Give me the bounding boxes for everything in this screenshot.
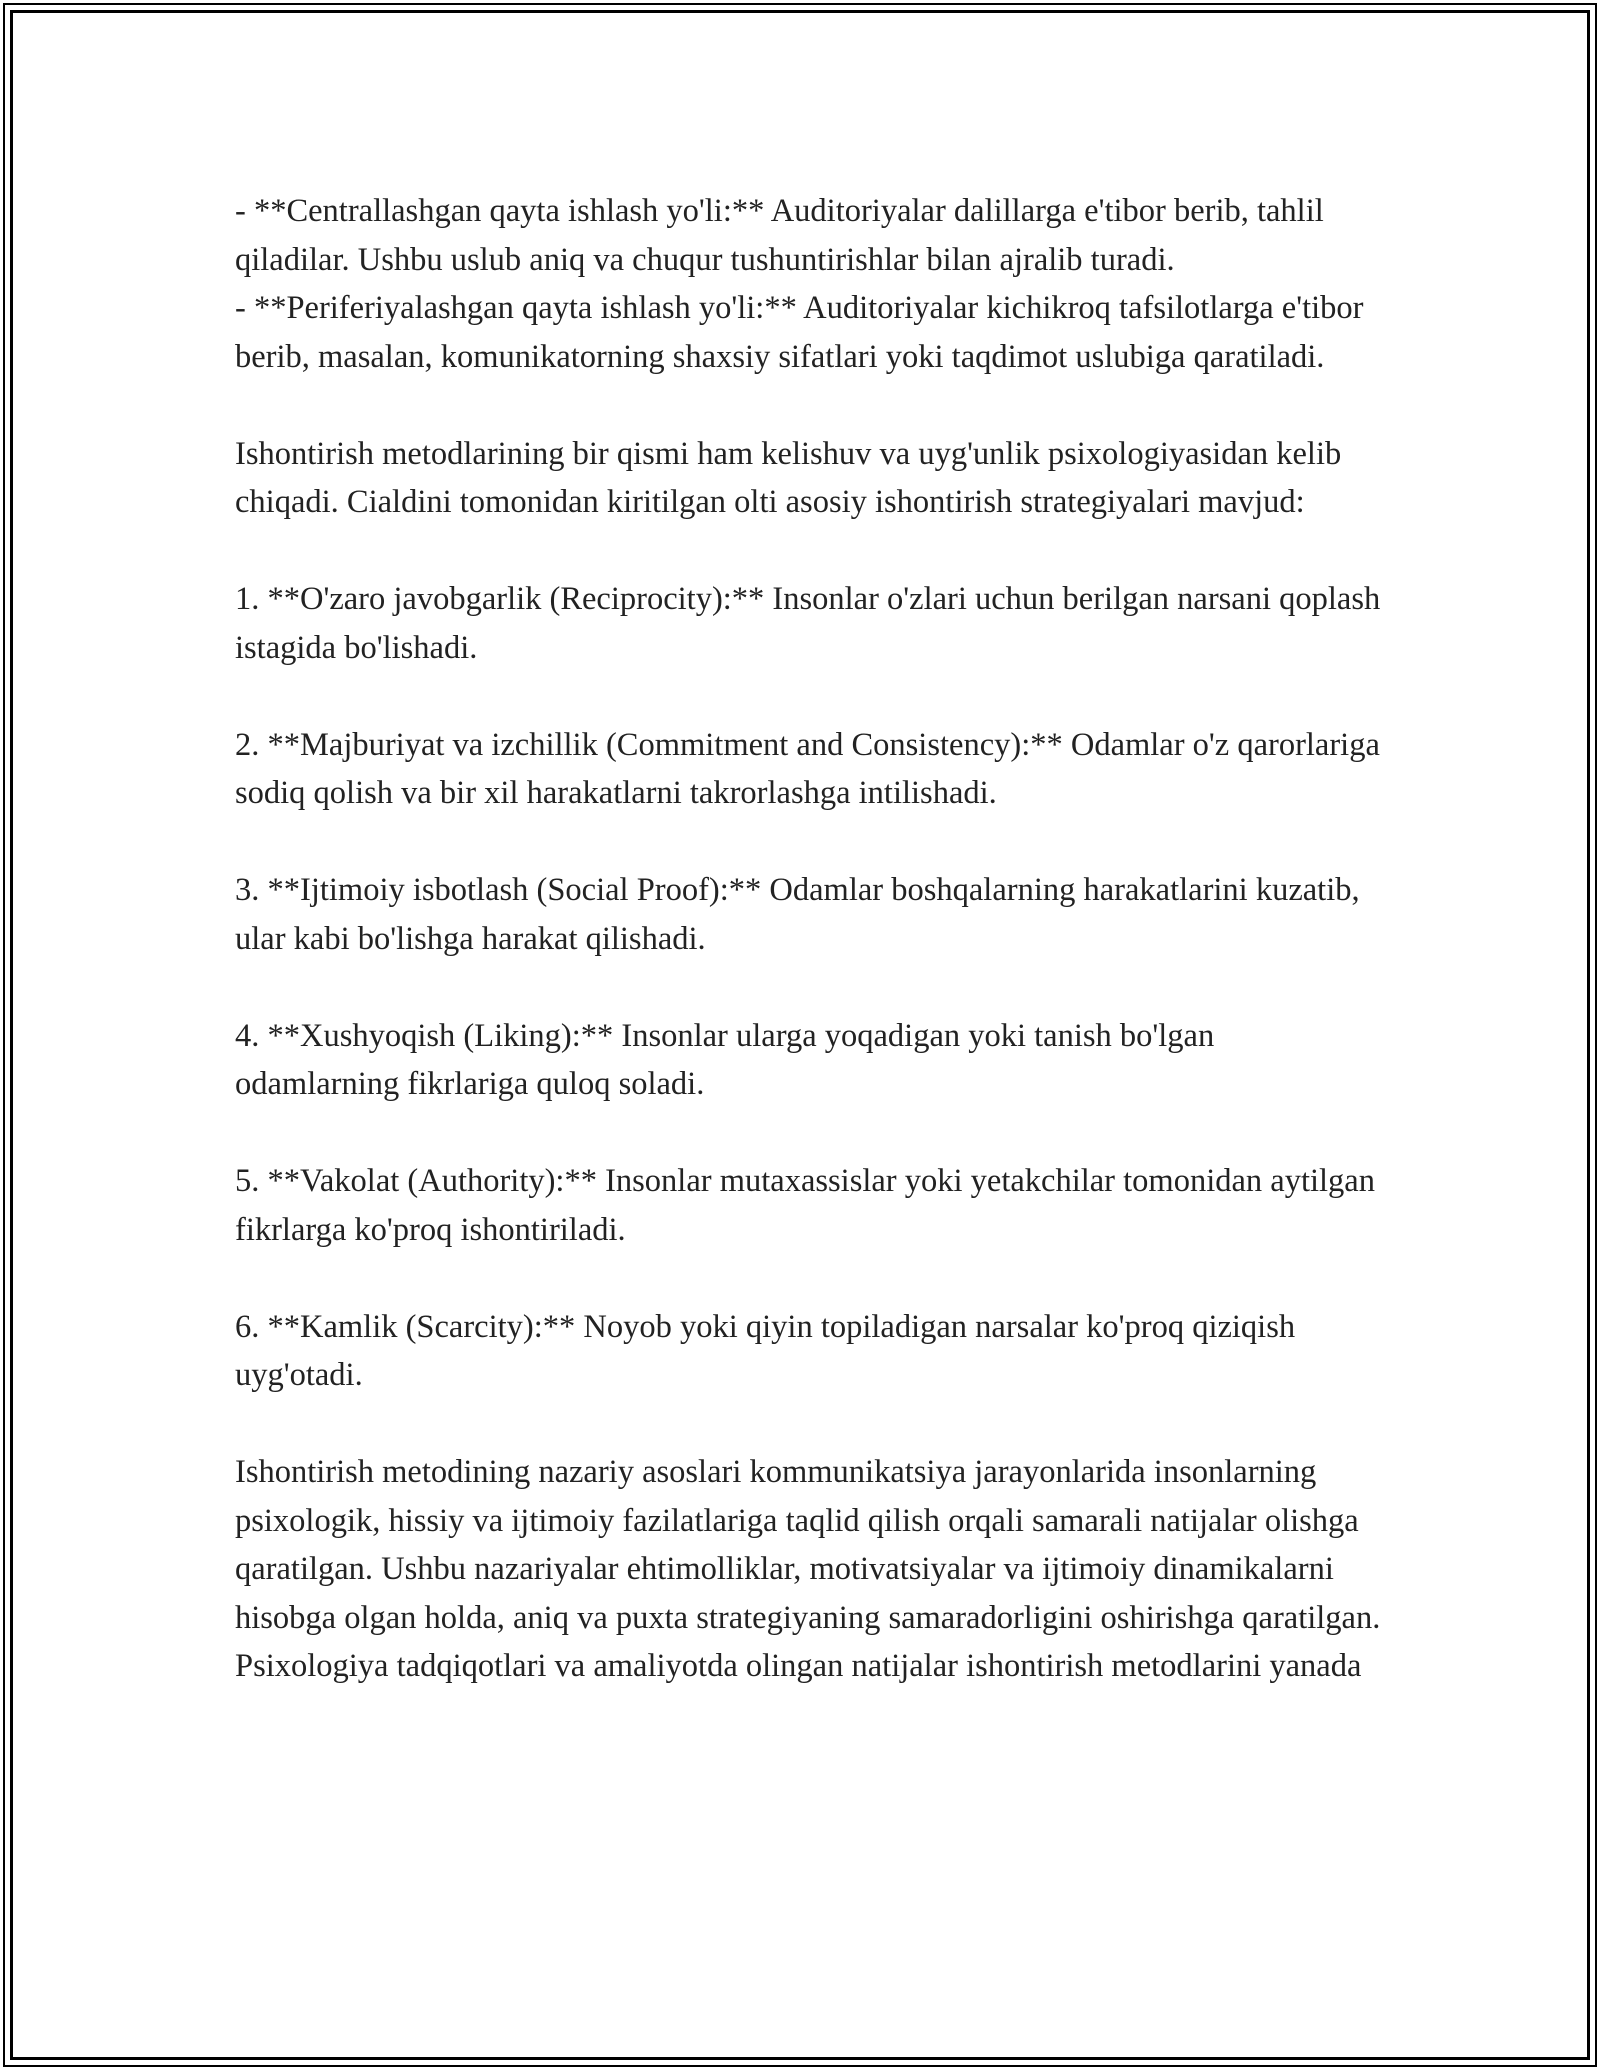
- strategy-item-scarcity: 6. **Kamlik (Scarcity):** Noyob yoki qiyin topiladigan narsalar ko'proq qiziqish uyg'otadi.: [235, 1308, 1296, 1393]
- strategy-item-reciprocity: 1. **O'zaro javobgarlik (Reciprocity):** Insonlar o'zlari uchun berilgan narsani qoplash istagida bo'lishadi.: [235, 581, 1381, 666]
- paragraph-gap: [235, 1109, 1385, 1158]
- strategy-item-liking: 4. **Xushyoqish (Liking):** Insonlar ularga yoqadigan yoki tanish bo'lgan odamlarning fikrlariga quloq soladi.: [235, 1017, 1215, 1102]
- closing-paragraph: Ishontirish metodining nazariy asoslari kommunikatsiya jarayonlarida insonlarning psixologik, hissiy va ijtimoiy fazilatlariga taqlid qilish orqali samarali natijalar olishga qaratilgan. Ushbu nazariyalar ehtimolliklar, motivatsiyalar va ijtimoiy dinamikalarni hisobga olgan holda, aniq va puxta strategiyaning samaradorligini oshirishga qaratilgan. Psixologiya tadqiqotlari va amaliyotda olingan natijalar ishontirish metodlarini yanada: [235, 1454, 1381, 1684]
- strategy-item-authority: 5. **Vakolat (Authority):** Insonlar mutaxassislar yoki yetakchilar tomonidan aytilgan fikrlarga ko'proq ishontiriladi.: [235, 1163, 1375, 1248]
- strategy-item-commitment: 2. **Majburiyat va izchillik (Commitment and Consistency):** Odamlar o'z qarorlariga sodiq qolish va bir xil harakatlarni takrorlashga intilishadi.: [235, 726, 1380, 811]
- paragraph-gap: [235, 1254, 1385, 1303]
- strategy-item-social-proof: 3. **Ijtimoiy isbotlash (Social Proof):** Odamlar boshqalarning harakatlarini kuzatib, ular kabi bo'lishga harakat qilishadi.: [235, 872, 1360, 957]
- paragraph-gap: [235, 672, 1385, 721]
- document-body: [235, 187, 1385, 1691]
- bullet-peripheral-route: - **Periferiyalashgan qayta ishlash yo'li:** Auditoriyalar kichikroq tafsilotlarga e'tibor berib, masalan, komunikatorning shaxsiy sifatlari yoki taqdimot uslubiga qaratiladi.: [235, 290, 1364, 375]
- bullet-central-route: - **Centrallashgan qayta ishlash yo'li:** Auditoriyalar dalillarga e'tibor berib, tahlil qiladilar. Ushbu uslub aniq va chuqur tushuntirishlar bilan ajralib turadi.: [235, 193, 1324, 278]
- intro-paragraph: Ishontirish metodlarining bir qismi ham kelishuv va uyg'unlik psixologiyasidan kelib chiqadi. Cialdini tomonidan kiritilgan olti asosiy ishontirish strategiyalari mavjud:: [235, 435, 1342, 520]
- paragraph-gap: [235, 1400, 1385, 1449]
- paragraph-gap: [235, 963, 1385, 1012]
- paragraph-gap: [235, 818, 1385, 867]
- paragraph-gap: [235, 381, 1385, 430]
- paragraph-gap: [235, 527, 1385, 576]
